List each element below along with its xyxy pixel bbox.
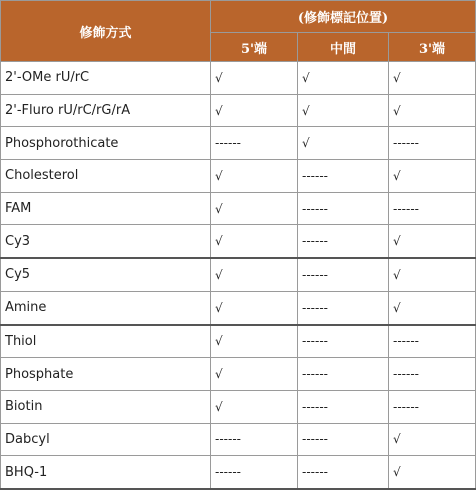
table-row <box>1 62 476 95</box>
cell-5prime: √ <box>211 358 298 391</box>
cell-3prime: √ <box>389 456 476 489</box>
table-row <box>1 291 476 324</box>
modification-name: BHQ-1 <box>1 456 211 489</box>
cell-5prime: √ <box>211 291 298 324</box>
cell-3prime: √ <box>389 291 476 324</box>
modification-name: Cy5 <box>1 258 211 291</box>
cell-3prime: √ <box>389 423 476 456</box>
col-header-position-group: (修飾標記位置) <box>211 1 476 33</box>
cell-middle: ------ <box>298 325 389 358</box>
cell-middle: √ <box>298 62 389 95</box>
table-row <box>1 258 476 291</box>
col-header-5prime: 5'端 <box>211 33 298 62</box>
table-row <box>1 160 476 193</box>
cell-3prime: √ <box>389 225 476 258</box>
modification-name: 2'-Fluro rU/rC/rG/rA <box>1 94 211 127</box>
modification-name: FAM <box>1 192 211 225</box>
cell-middle: ------ <box>298 456 389 489</box>
modification-name: Phosphate <box>1 358 211 391</box>
cell-5prime: √ <box>211 258 298 291</box>
cell-5prime: √ <box>211 94 298 127</box>
table-row <box>1 192 476 225</box>
modification-name: Phosphorothicate <box>1 127 211 160</box>
cell-middle: ------ <box>298 258 389 291</box>
cell-middle: ------ <box>298 160 389 193</box>
cell-3prime: ------ <box>389 127 476 160</box>
modification-name: 2'-OMe rU/rC <box>1 62 211 95</box>
cell-5prime: √ <box>211 325 298 358</box>
col-header-middle: 中間 <box>298 33 389 62</box>
cell-3prime: ------ <box>389 192 476 225</box>
col-header-3prime: 3'端 <box>389 33 476 62</box>
modification-name: Thiol <box>1 325 211 358</box>
table-row <box>1 127 476 160</box>
cell-middle: ------ <box>298 291 389 324</box>
cell-middle: ------ <box>298 225 389 258</box>
cell-3prime: √ <box>389 160 476 193</box>
modification-name: Amine <box>1 291 211 324</box>
cell-5prime: √ <box>211 62 298 95</box>
table-row <box>1 390 476 423</box>
modification-name: Biotin <box>1 390 211 423</box>
cell-5prime: ------ <box>211 127 298 160</box>
table-row <box>1 456 476 489</box>
table-row <box>1 94 476 127</box>
cell-3prime: √ <box>389 62 476 95</box>
cell-3prime: ------ <box>389 325 476 358</box>
modification-name: Cholesterol <box>1 160 211 193</box>
cell-3prime: ------ <box>389 390 476 423</box>
cell-middle: √ <box>298 94 389 127</box>
cell-3prime: √ <box>389 258 476 291</box>
cell-5prime: √ <box>211 390 298 423</box>
cell-3prime: ------ <box>389 358 476 391</box>
cell-5prime: √ <box>211 225 298 258</box>
header-row-top <box>1 1 476 33</box>
cell-middle: ------ <box>298 423 389 456</box>
cell-5prime: √ <box>211 192 298 225</box>
modification-name: Dabcyl <box>1 423 211 456</box>
cell-5prime: ------ <box>211 456 298 489</box>
cell-5prime: √ <box>211 160 298 193</box>
cell-5prime: ------ <box>211 423 298 456</box>
table-row <box>1 423 476 456</box>
table-row <box>1 325 476 358</box>
col-header-modification: 修飾方式 <box>1 1 211 62</box>
cell-middle: √ <box>298 127 389 160</box>
cell-middle: ------ <box>298 358 389 391</box>
cell-middle: ------ <box>298 390 389 423</box>
cell-3prime: √ <box>389 94 476 127</box>
modification-name: Cy3 <box>1 225 211 258</box>
cell-middle: ------ <box>298 192 389 225</box>
table-row <box>1 358 476 391</box>
table-row <box>1 225 476 258</box>
